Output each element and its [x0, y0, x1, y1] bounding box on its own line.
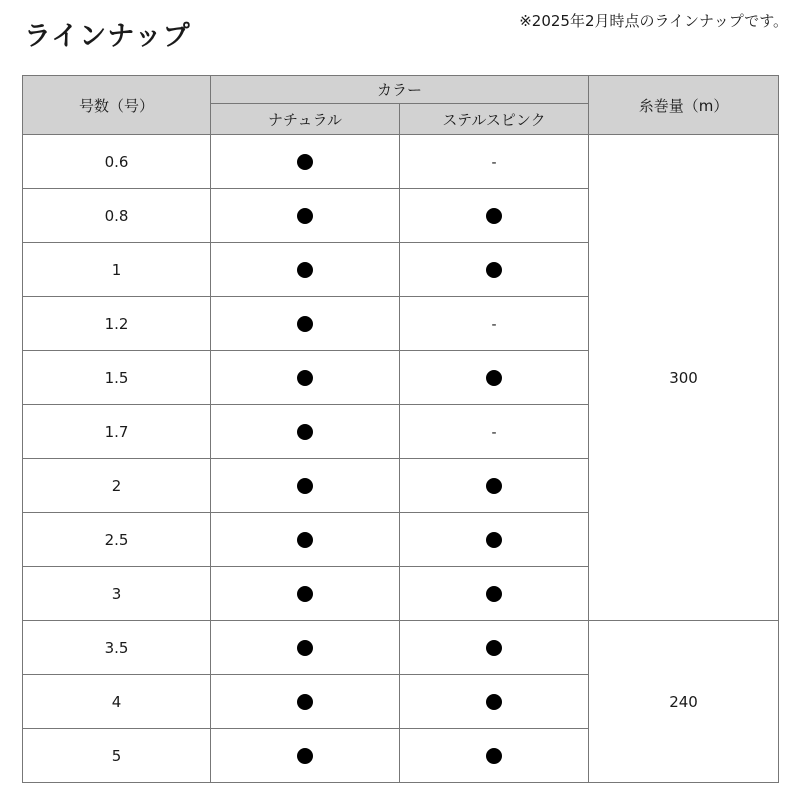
- size-cell: 2.5: [23, 513, 211, 567]
- size-cell: 1.7: [23, 405, 211, 459]
- header-length: 糸巻量（m）: [589, 76, 779, 135]
- header-natural: ナチュラル: [211, 104, 400, 135]
- size-cell: 3.5: [23, 621, 211, 675]
- availability-dot: [486, 370, 502, 386]
- available-cell: [211, 189, 400, 243]
- length-cell: 240: [589, 621, 779, 783]
- size-cell: 0.8: [23, 189, 211, 243]
- availability-dot: [297, 262, 313, 278]
- unavailable-dash: -: [491, 424, 497, 441]
- available-cell: [211, 459, 400, 513]
- unavailable-cell: [400, 297, 589, 351]
- unavailable-cell: [400, 405, 589, 459]
- header-color: カラー: [211, 76, 589, 104]
- available-cell: [400, 189, 589, 243]
- unavailable-dash: -: [491, 316, 497, 333]
- table-row: [23, 135, 779, 189]
- size-cell: 1.2: [23, 297, 211, 351]
- availability-dot: [297, 370, 313, 386]
- size-cell: 5: [23, 729, 211, 783]
- size-cell: 3: [23, 567, 211, 621]
- available-cell: [211, 297, 400, 351]
- available-cell: [211, 135, 400, 189]
- size-cell: 0.6: [23, 135, 211, 189]
- availability-dot: [486, 586, 502, 602]
- header-stealth-pink: ステルスピンク: [400, 104, 589, 135]
- size-cell: 4: [23, 675, 211, 729]
- page-title: ラインナップ: [24, 21, 191, 52]
- availability-dot: [297, 694, 313, 710]
- available-cell: [211, 621, 400, 675]
- available-cell: [400, 459, 589, 513]
- table-row: [23, 621, 779, 675]
- availability-dot: [486, 640, 502, 656]
- availability-dot: [297, 532, 313, 548]
- availability-dot: [297, 586, 313, 602]
- available-cell: [400, 351, 589, 405]
- availability-dot: [297, 316, 313, 332]
- available-cell: [400, 675, 589, 729]
- availability-dot: [297, 640, 313, 656]
- availability-note: ※2025年2月時点のラインナップです。: [519, 12, 788, 30]
- available-cell: [211, 405, 400, 459]
- availability-dot: [486, 748, 502, 764]
- availability-dot: [297, 154, 313, 170]
- available-cell: [211, 567, 400, 621]
- available-cell: [211, 513, 400, 567]
- unavailable-dash: -: [491, 154, 497, 171]
- availability-dot: [297, 424, 313, 440]
- available-cell: [211, 351, 400, 405]
- size-cell: 1: [23, 243, 211, 297]
- length-cell: 300: [589, 135, 779, 621]
- unavailable-cell: [400, 135, 589, 189]
- available-cell: [211, 675, 400, 729]
- available-cell: [400, 513, 589, 567]
- availability-dot: [486, 532, 502, 548]
- availability-dot: [486, 262, 502, 278]
- lineup-table: [22, 75, 779, 783]
- availability-dot: [486, 694, 502, 710]
- lineup-body: [23, 135, 779, 783]
- header-size: 号数（号）: [23, 76, 211, 135]
- available-cell: [400, 729, 589, 783]
- available-cell: [400, 621, 589, 675]
- available-cell: [400, 243, 589, 297]
- availability-dot: [297, 208, 313, 224]
- available-cell: [211, 729, 400, 783]
- availability-dot: [486, 478, 502, 494]
- available-cell: [211, 243, 400, 297]
- size-cell: 2: [23, 459, 211, 513]
- availability-dot: [486, 208, 502, 224]
- availability-dot: [297, 478, 313, 494]
- size-cell: 1.5: [23, 351, 211, 405]
- availability-dot: [297, 748, 313, 764]
- available-cell: [400, 567, 589, 621]
